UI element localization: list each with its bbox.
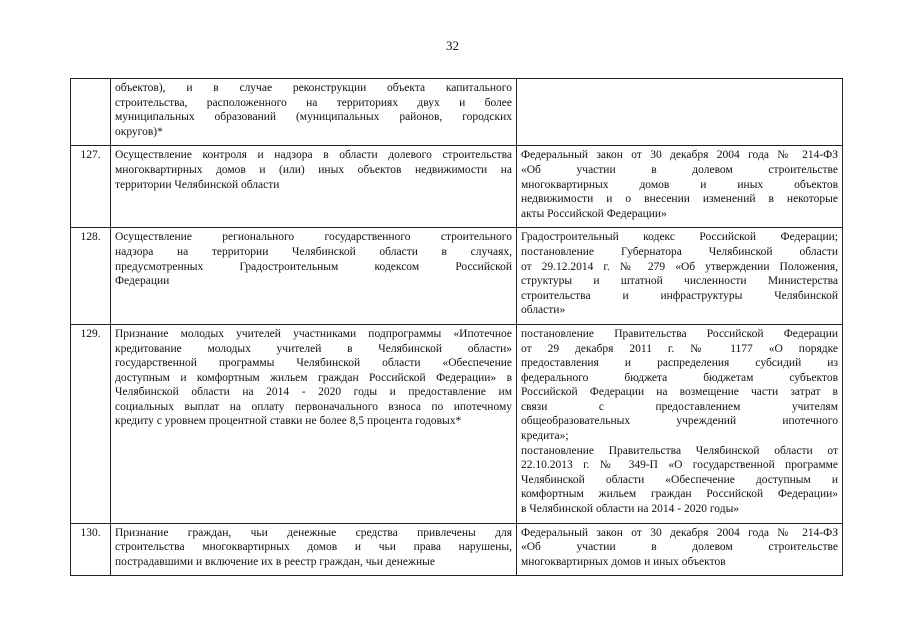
legal-basis-text-line: Российской Федерации на возмещение части затрат в <box>521 386 838 399</box>
service-text-line: надзора на территории Челябинской области в случаях, <box>115 245 512 258</box>
legal-basis-text-line: постановление Правительства Челябинской области от <box>521 444 838 457</box>
service-name-cell <box>111 79 517 146</box>
legal-basis-text-line: «Об участии в долевом строительстве <box>521 163 838 176</box>
legal-basis-cell <box>517 523 843 576</box>
legal-basis-text-line: от 29 декабря 2011 г. № 1177 «О порядке <box>521 342 838 355</box>
legal-basis-text-line: комфортным жильем граждан Российской Федерации» <box>521 488 838 501</box>
service-name-cell <box>111 228 517 325</box>
services-table <box>70 78 843 576</box>
row-number: 130. <box>71 523 111 576</box>
legal-basis-text-line: Челябинской области «Обеспечение доступным и <box>521 473 838 486</box>
legal-basis-text-line: постановление Губернатора Челябинской области <box>521 245 838 258</box>
table-row <box>71 523 843 576</box>
legal-basis-text-line: связи с предоставлением учителям <box>521 400 838 413</box>
service-text-line: кредиту с уровнем процентной ставки не более 8,5 процента годовых* <box>115 415 462 428</box>
legal-basis-text-line: недвижимости и о внесении изменений в некоторые <box>521 193 838 206</box>
service-text-line: доступным и комфортным жильем граждан Российской Федерации» в <box>115 371 512 384</box>
legal-basis-cell <box>517 228 843 325</box>
service-text-line: Челябинской области на 2014 - 2020 годы и предоставление им <box>115 386 512 399</box>
legal-basis-text-line: Федеральный закон от 30 декабря 2004 года № 214-ФЗ <box>521 149 838 162</box>
service-text-line: Федерации <box>115 275 170 288</box>
legal-basis-text-line: многоквартирных домов и иных объектов <box>521 178 838 191</box>
legal-basis-text-line: постановление Правительства Российской Федерации <box>521 327 838 340</box>
legal-basis-text-line: федерального бюджета бюджетам субъектов <box>521 371 838 384</box>
service-text-line: округов)* <box>115 125 163 138</box>
services-table-body <box>71 79 843 576</box>
legal-basis-text-line: Градостроительный кодекс Российской Федерации; <box>521 231 838 244</box>
service-name-cell <box>111 146 517 228</box>
legal-basis-text-line: структуры и штатной численности Министерства <box>521 275 838 288</box>
service-text-line: многоквартирных домов и (или) иных объектов недвижимости на <box>115 163 512 176</box>
service-text-line: предусмотренных Градостроительным кодексом Российской <box>115 260 512 273</box>
service-text-line: Признание молодых учителей участниками подпрограммы «Ипотечное <box>115 327 512 340</box>
service-text-line: строительства многоквартирных домов и чьи права нарушены, <box>115 541 512 554</box>
service-text-line: строительства, расположенного на территориях двух и более <box>115 96 512 109</box>
legal-basis-cell <box>517 146 843 228</box>
table-row <box>71 324 843 523</box>
row-number: 129. <box>71 324 111 523</box>
page-number: 32 <box>446 38 459 53</box>
service-text-line: территории Челябинской области <box>115 178 280 191</box>
service-text-line: социальных выплат на оплату первоначального взноса по ипотечному <box>115 400 512 413</box>
service-text-line: объектов), и в случае реконструкции объекта капитального <box>115 82 512 94</box>
table-row <box>71 146 843 228</box>
row-number: 127. <box>71 146 111 228</box>
row-number: 128. <box>71 228 111 325</box>
service-text-line: Признание граждан, чьи денежные средства привлечены для <box>115 526 512 539</box>
legal-basis-text-line: от 29.12.2014 г. № 279 «Об утверждении Положения, <box>521 260 838 273</box>
legal-basis-text-line: «Об участии в долевом строительстве <box>521 541 838 554</box>
legal-basis-text-line: акты Российской Федерации» <box>521 207 667 220</box>
service-text-line: кредитование молодых учителей в Челябинской области» <box>115 342 512 355</box>
table-row <box>71 79 843 146</box>
service-text-line: государственной программы Челябинской области «Обеспечение <box>115 357 512 370</box>
legal-basis-cell <box>517 79 843 146</box>
row-number <box>71 79 111 146</box>
legal-basis-text-line: в Челябинской области на 2014 - 2020 годы» <box>521 503 740 516</box>
service-text-line: Осуществление регионального государственного строительного <box>115 231 512 244</box>
service-text-line: пострадавшими и включение их в реестр граждан, чьи денежные <box>115 555 435 568</box>
service-text-line: муниципальных образований (муниципальных районов, городских <box>115 111 512 124</box>
service-name-cell <box>111 324 517 523</box>
legal-basis-text-line: области» <box>521 304 566 317</box>
service-text-line: Осуществление контроля и надзора в области долевого строительства <box>115 149 512 162</box>
service-name-cell <box>111 523 517 576</box>
legal-basis-text-line: общеобразовательных учреждений ипотечного <box>521 415 838 428</box>
legal-basis-text-line: предоставления и распределения субсидий из <box>521 357 838 370</box>
legal-basis-text-line: Федеральный закон от 30 декабря 2004 года № 214-ФЗ <box>521 526 838 539</box>
legal-basis-text-line: 22.10.2013 г. № 349-П «О государственной программе <box>521 459 838 472</box>
legal-basis-text-line: строительства и инфраструктуры Челябинской <box>521 289 838 302</box>
table-row <box>71 228 843 325</box>
legal-basis-cell <box>517 324 843 523</box>
legal-basis-text-line: многоквартирных домов и иных объектов <box>521 555 726 568</box>
legal-basis-text-line: кредита»; <box>521 430 569 443</box>
